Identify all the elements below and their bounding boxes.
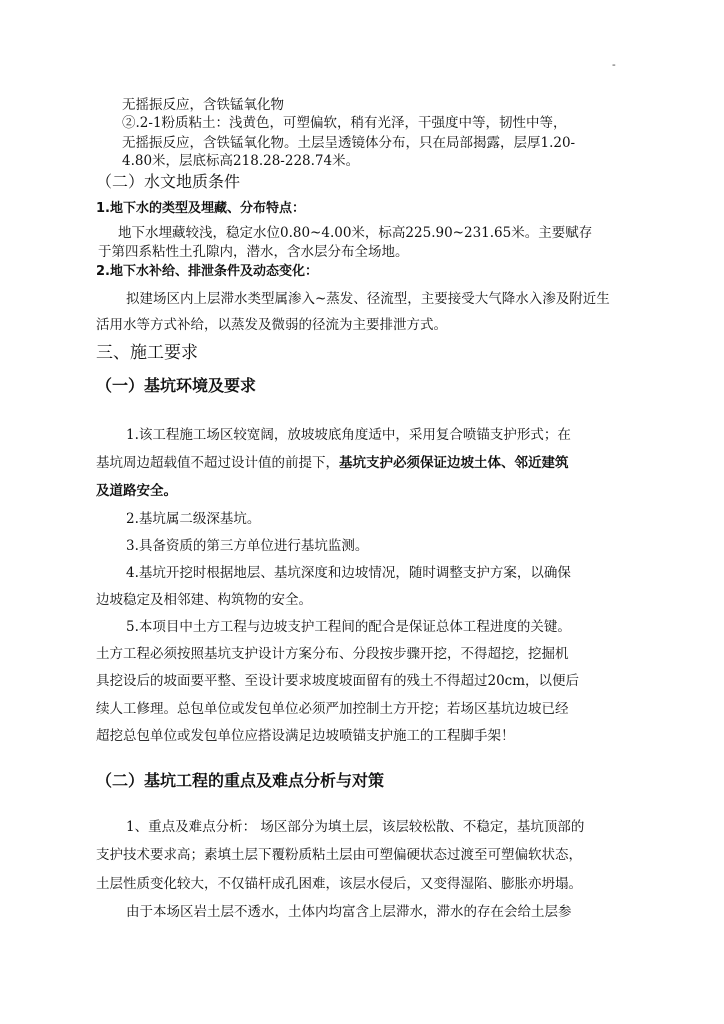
item-4-line-a: 4.基坑开挖时根据地层、基坑深度和边坡情况，随时调整支护方案，以确保 — [126, 565, 571, 581]
item-5-line-d: 续人工修理。总包单位或发包单位必须严加控制土方开挖；若场区基坑边坡已经 — [96, 701, 569, 717]
analysis-line-4: 由于本场区岩土层不透水，土体内均富含上层滞水，滞水的存在会给土层参 — [126, 904, 572, 920]
item-2: 2.基坑属二级深基坑。 — [126, 511, 261, 527]
hydro-paragraph-2a: 拟建场区内上层滞水类型属渗入~蒸发、径流型，主要接受大气降水入渗及附近生 — [126, 291, 610, 307]
soil-line-3: 无摇振反应，含铁锰氧化物。土层呈透镜体分布，只在局部揭露，层厚1.20- — [122, 135, 576, 151]
soil-line-2: ②.2-1粉质粘土：浅黄色，可塑偏软，稍有光泽，干强度中等，韧性中等， — [122, 115, 567, 131]
analysis-line-2: 支护技术要求高；素填土层下覆粉质粘土层由可塑偏硬状态过渡至可塑偏软状态， — [96, 847, 582, 863]
item-5-line-e: 超挖总包单位或发包单位应搭设满足边坡喷锚支护施工的工程脚手架！ — [96, 728, 515, 744]
item-5-line-a: 5.本项目中土方工程与边坡支护工程间的配合是保证总体工程进度的关键。 — [126, 619, 571, 635]
construction-heading: 三、施工要求 — [96, 343, 198, 363]
item-1-line-b — [96, 454, 569, 472]
section-2-heading: （二）基坑工程的重点及难点分析与对策 — [96, 771, 385, 790]
hydro-paragraph-1b: 于第四系粘性土孔隙内，潜水，含水层分布全场地。 — [98, 244, 409, 260]
page-marker: - — [612, 58, 616, 71]
analysis-line-1: 1、重点及难点分析： 场区部分为填土层，该层较松散、不稳定，基坑顶部的 — [126, 819, 585, 835]
analysis-line-3: 土层性质变化较大，不仅锚杆成孔困难，该层水侵后，又变得湿陷、膨胀亦坍塌。 — [96, 876, 582, 892]
hydro-paragraph-2b: 活用水等方式补给，以蒸发及微弱的径流为主要排泄方式。 — [96, 317, 447, 333]
item-5-line-c: 具挖设后的坡面要平整、至设计要求坡度坡面留有的残土不得超过20cm，以便后 — [96, 673, 580, 689]
item-1-line-b-normal: 基坑周边超载值不超过设计值的前提下， — [96, 455, 339, 471]
item-4-line-b: 边坡稳定及相邻建、构筑物的安全。 — [96, 592, 312, 608]
hydro-subheading-2: 2.地下水补给、排泄条件及动态变化： — [96, 264, 318, 279]
item-5-line-b: 土方工程必须按照基坑支护设计方案分布、分段按步骤开挖，不得超挖，挖掘机 — [96, 646, 569, 662]
hydro-subheading-1: 1.地下水的类型及埋藏、分布特点： — [96, 201, 305, 216]
item-3: 3.具备资质的第三方单位进行基坑监测。 — [126, 538, 369, 554]
item-1-line-c: 及道路安全。 — [96, 483, 177, 499]
hydro-paragraph-1a: 地下水埋藏较浅，稳定水位0.80~4.00米，标高225.90~231.65米。主要赋存 — [118, 225, 593, 241]
hydro-heading: （二）水文地质条件 — [96, 172, 241, 191]
soil-line-4: 4.80米，层底标高218.28-228.74米。 — [122, 153, 360, 169]
soil-line-1: 无摇振反应，含铁锰氧化物 — [122, 97, 284, 113]
section-1-heading: （一）基坑环境及要求 — [96, 376, 257, 395]
item-1-line-b-bold: 基坑支护必须保证边坡土体、邻近建筑 — [339, 455, 569, 471]
item-1-line-a: 1.该工程施工场区较宽阔，放坡坡底角度适中，采用复合喷锚支护形式；在 — [126, 427, 571, 443]
